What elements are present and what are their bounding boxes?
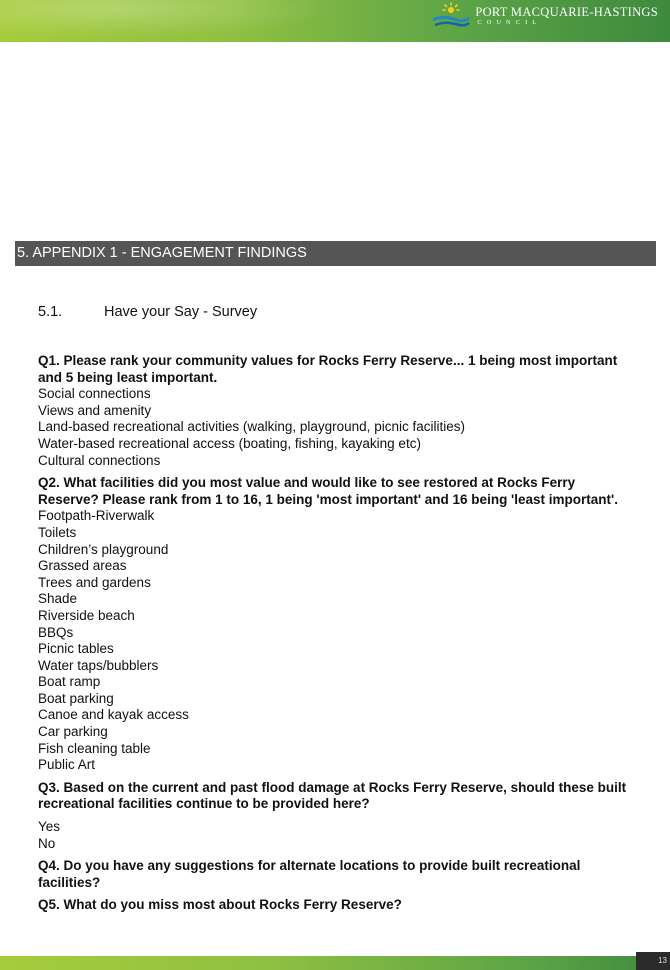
list-item: Grassed areas: [38, 558, 127, 574]
question-1: Q1. Please rank your community values for Rocks Ferry Reserve... 1 being most important and 5 being least important.: [38, 353, 618, 385]
list-item: Footpath-Riverwalk: [38, 508, 155, 524]
list-item: Canoe and kayak access: [38, 707, 189, 723]
list-item: Shade: [38, 591, 78, 607]
list-item: Cultural connections: [38, 452, 161, 468]
question-5: Q5. What do you miss most about Rocks Ferry Reserve?: [38, 897, 402, 913]
list-item: BBQs: [38, 624, 74, 640]
banner-texture: [0, 0, 380, 42]
list-item: Water-based recreational access (boating, fishing, kayaking etc): [38, 435, 421, 451]
list-item: Car parking: [38, 724, 108, 740]
list-item: Fish cleaning table: [38, 740, 151, 756]
list-item: Children’s playground: [38, 541, 169, 557]
subsection-title: Have your Say - Survey: [104, 304, 258, 320]
list-item: Boat ramp: [38, 674, 101, 690]
question-2: Q2. What facilities did you most value and would like to see restored at Rocks Ferry Reserve? Please rank from 1 to 16, 1 being 'most important' and 16 being 'least important'.: [38, 475, 618, 507]
section-heading: 5. APPENDIX 1 - ENGAGEMENT FINDINGS: [15, 241, 656, 266]
question-4: Q4. Do you have any suggestions for alternate locations to provide built recreational facilities?: [38, 858, 581, 890]
logo-subtitle: COUNCIL: [477, 18, 542, 26]
footer-banner: [0, 956, 670, 970]
list-item: Riverside beach: [38, 607, 135, 623]
list-item: Toilets: [38, 524, 77, 540]
list-item: Yes: [38, 819, 61, 835]
list-item: Water taps/bubblers: [38, 657, 159, 673]
logo-title: PORT MACQUARIE-HASTINGS: [475, 4, 658, 19]
subsection-number: 5.1.: [38, 304, 63, 320]
list-item: Social connections: [38, 386, 151, 402]
list-item: Land-based recreational activities (walking, playground, picnic facilities): [38, 419, 465, 435]
list-item: No: [38, 835, 56, 851]
list-item: Views and amenity: [38, 402, 152, 418]
council-logo: [431, 2, 658, 30]
list-item: Picnic tables: [38, 641, 114, 657]
list-item: Public Art: [38, 757, 96, 773]
list-item: Boat parking: [38, 690, 114, 706]
sun-wave-logo-icon: [431, 2, 471, 30]
subsection-heading: [38, 304, 257, 320]
question-3: Q3. Based on the current and past flood damage at Rocks Ferry Reserve, should these built recreational facilities continue to be provided here?: [38, 779, 627, 812]
header-banner: [0, 0, 670, 42]
survey-content: [38, 353, 638, 914]
page-number: 13: [636, 952, 670, 970]
list-item: Trees and gardens: [38, 574, 151, 590]
